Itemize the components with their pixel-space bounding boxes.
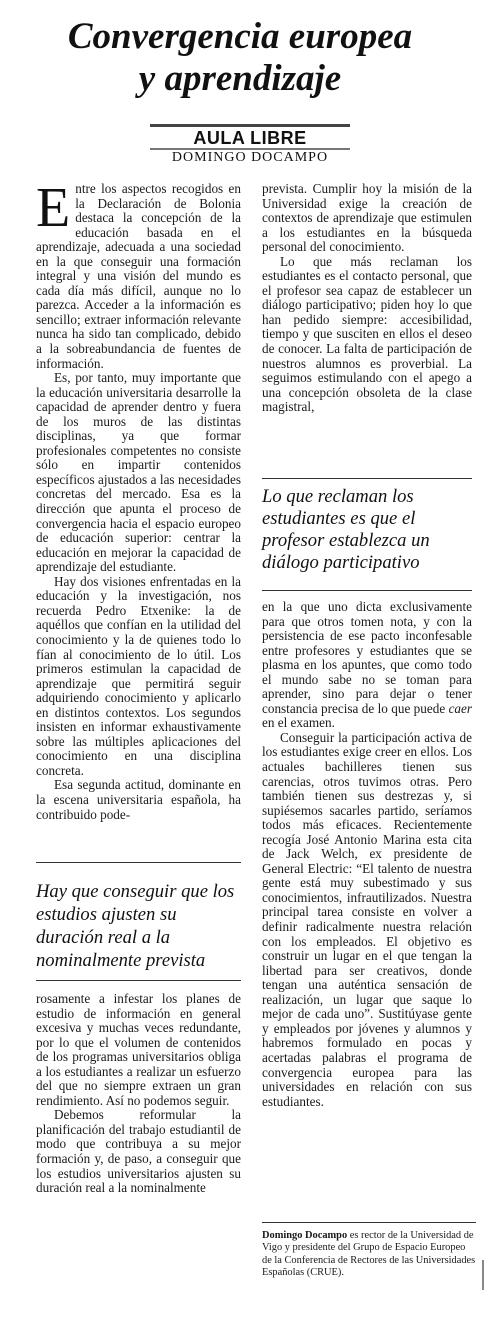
paragraph: Es, por tanto, muy importante que la educación universitaria desarrolle la capacidad de aprender dentro y fuera de los muros de las distintas disciplinas, ya que formar profesionales competentes no consiste sólo en impartir contenidos específicos ajustados a las necesidades concretas del mercado. Esa es la dirección que apunta el proceso de convergencia hacia el espacio europeo de educación superior: centrar la educación en mejorar la capacidad de aprendizaje del estudiante. [36,370,241,575]
paragraph: prevista. Cumplir hoy la misión de la Universidad exige la creación de contextos de aprendizaje que estimulen a los estudiantes en la búsqueda personal del conocimiento. [262,181,472,255]
paragraph [36,177,241,371]
section-label: AULA LIBRE [193,128,307,148]
article-headline [20,16,460,100]
headline-line-2: y aprendizaje [138,58,342,99]
emphasis: caer [448,700,472,716]
paragraph-text: en el examen. [262,715,335,731]
bio-author-name: Domingo Docampo [262,1230,348,1241]
pullquote-rule-bottom [36,980,241,981]
paragraph: rosamente a infestar los planes de estudio de información en general excesiva y muchas veces redundante, por lo que el volumen de contenidos de los programas universitarios obliga a los estudiantes a realizar un esfuerzo del que no siempre extraen un gran rendimiento. Así no podemos seguir. [36,991,241,1108]
pullquote-right: Lo que reclaman los estudiantes es que el profesor establezca un diálogo participativo [262,486,430,573]
author-bio [262,1230,476,1280]
pullquote-rule-top [36,862,241,863]
paragraph: Lo que más reclaman los estudiantes es el contacto personal, que el profesor sea capaz de establecer un diálogo participativo; piden hoy lo que han pedido siempre: accesibilidad, tiempo y que susciten en ellos el deseo de conocer. La falta de participación de nuestros alumnos es proverbial. La seguimos estimulando con el apego a una concepción obsoleta de la clase magistral, [262,253,472,415]
paragraph-text: ntre los aspectos recogidos en la Declaración de Bolonia destaca la concepción de la educación basada en el aprendizaje, adecuada a una sociedad en la que conseguir una formación integral y una visión del mundo es cada día más difícil, aunque no lo parezca. Acceder a la información es sencillo; extraer información relevante nunca ha sido tan complicado, debido a la sobreabundancia de fuentes de información. [36,181,241,371]
paragraph: Debemos reformular la planificación del trabajo estudiantil de modo que contribuya a su mejor formación y, de paso, a conseguir que los estudios universitarios ajusten su duración real a la nominalmente [36,1107,241,1196]
pullquote-rule-bottom [262,590,472,591]
margin-mark [482,1260,484,1290]
pullquote-rule-top [262,478,472,479]
headline-line-1: Convergencia europea [67,16,413,57]
paragraph: Esa segunda actitud, dominante en la escena universitaria española, ha contribuido pode- [36,777,241,822]
paragraph-text: en la que uno dicta exclusivamente para que otros tomen nota, y con la persistencia de ese pacto inconfesable entre profesores y estudiantes que se plasma en los apuntes, que como todo el mundo sabe no se toman para aprender, sino para dejar o tener constancia precisa de lo que puede [262,599,472,716]
paragraph: Hay dos visiones enfrentadas en la educación y la investigación, nos recuerda Pedro Etxenike: la de aquéllos que confían en la utilidad del conocimiento y la de quienes todo lo fían al conocimiento de lo útil. Los primeros estimulan la capacidad de aprendizaje que permitirá seguir adquiriendo conocimiento y aplicarlo en distintos contextos. Los segundos insisten en informar exhaustivamente sobre las múltiples aplicaciones del conocimiento en una disciplina concreta. [36,573,241,778]
column-2-lower [262,600,472,1109]
bio-rule [262,1222,476,1223]
drop-cap: E [36,177,71,239]
pullquote-left: Hay que conseguir que los estudios ajusten su duración real a la nominalmente prevista [36,881,235,971]
section-bar-top [150,124,350,127]
paragraph [262,600,472,731]
column-1-upper [36,177,241,822]
bio-text: es rector de la Universidad de Vigo y presidente del Grupo de Espacio Europeo de la Conferencia de Rectores de las Universidades Españolas (CRUE). [262,1230,476,1279]
byline: DOMINGO DOCAMPO [171,150,329,165]
column-2-upper [262,182,472,415]
paragraph: Conseguir la participación activa de los estudiantes exige creer en ellos. Los actuales bachilleres tienen sus carencias, otros tuvimos otras. Pero también tienen sus destrezas y, si supiésemos sacarles partido, seríamos todos más eficaces. Recientemente recogía José Antonio Marina esta cita de Jack Welch, ex presidente de General Electric: “El talento de nuestra gente está muy subestimado y sus conocimientos, infrautilizados. Nuestra principal tarea consiste en volver a definir radicalmente nuestra relación con los empleados. El objetivo es construir un lugar en el que tengan la libertad para ser creativos, donde tengan una auténtica sensación de realización, un lugar que saque lo mejor de cada uno”. Sustitúyase gente y empleados por jóvenes y alumnos y habremos formulado en pocas y acertadas palabras el programa de convergencia europea para las universidades en relación con sus estudiantes. [262,729,472,1109]
column-1-lower [36,992,241,1196]
